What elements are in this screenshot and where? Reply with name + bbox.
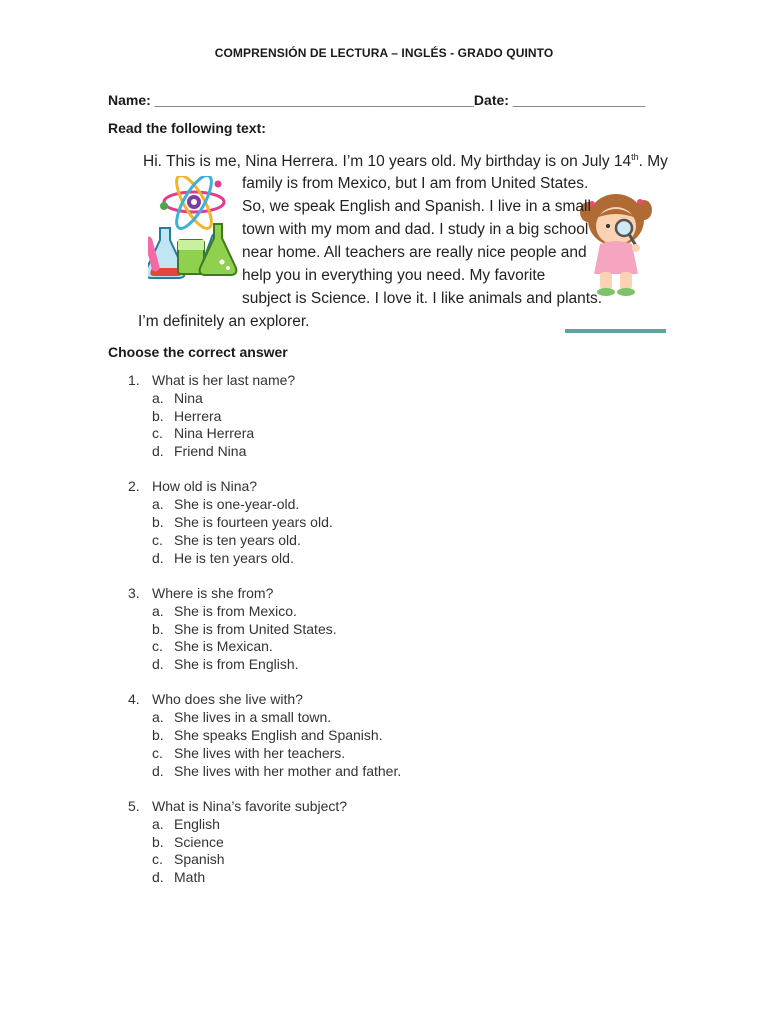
- question-number: 1.: [128, 372, 140, 388]
- reading-heading: Read the following text:: [108, 120, 266, 136]
- answer-option: b. Science: [152, 833, 224, 850]
- worksheet-title: COMPRENSIÓN DE LECTURA – INGLÉS - GRADO QUINTO: [214, 46, 554, 60]
- question-text: How old is Nina?: [152, 478, 258, 495]
- reading-line-1: Hi. This is me, Nina Herrera. I’m 10 years old. My birthday is on July 14th. My: [143, 152, 668, 170]
- question-number: 2.: [128, 478, 140, 495]
- question-2: [128, 478, 688, 567]
- question-number: 4.: [128, 691, 140, 708]
- answer-option: a. She lives in a small town.: [152, 709, 332, 726]
- answer-option: d. Math: [152, 869, 206, 886]
- question-4: [128, 691, 688, 780]
- answer-option: c. She is Mexican.: [152, 638, 273, 655]
- question-5: [128, 798, 688, 887]
- answer-option: d. He is ten years old.: [152, 549, 294, 566]
- answer-option: a. She is one-year-old.: [152, 496, 300, 513]
- reading-line-4: town with my mom and dad. I study in a big school: [242, 221, 589, 238]
- answer-option: b. She is fourteen years old.: [152, 514, 333, 531]
- question-number: 3.: [128, 584, 140, 601]
- questions-heading: Choose the correct answer: [108, 344, 288, 360]
- answer-option: a. She is from Mexico.: [152, 602, 297, 619]
- answer-option: c. Spanish: [152, 851, 225, 868]
- answer-option: c. Nina Herrera: [152, 425, 255, 442]
- reading-line-2: family is from Mexico, but I am from United States.: [242, 175, 589, 192]
- question-text: What is her last name?: [152, 372, 296, 388]
- questions-list: [128, 372, 688, 904]
- question-1: [128, 372, 688, 461]
- answer-option: d. She lives with her mother and father.: [152, 762, 402, 779]
- answer-option: b. She is from United States.: [152, 620, 337, 637]
- question-text: What is Nina’s favorite subject?: [152, 797, 348, 814]
- grass-strip: [565, 329, 666, 333]
- answer-option: a. Nina: [152, 389, 203, 406]
- question-number: 5.: [128, 797, 140, 814]
- date-field-label: Date: _________________: [473, 92, 646, 108]
- reading-passage: [138, 146, 666, 334]
- question-3: [128, 585, 688, 674]
- name-date-line: [108, 92, 668, 108]
- reading-line-3: So, we speak English and Spanish. I live in a small: [242, 198, 591, 215]
- answer-option: d. Friend Nina: [152, 443, 247, 460]
- reading-line-6: help you in everything you need. My favorite: [242, 267, 546, 284]
- answer-option: b. Herrera: [152, 407, 222, 424]
- name-field-label: Name: _________________________________________: [108, 92, 474, 108]
- reading-line-7: subject is Science. I love it. I like animals and plants.: [242, 290, 603, 307]
- reading-line-8: I’m definitely an explorer.: [138, 313, 310, 330]
- question-text: Who does she live with?: [152, 691, 303, 708]
- question-text: Where is she from?: [152, 584, 274, 601]
- science-lab-illustration: [148, 176, 240, 294]
- answer-option: c. She lives with her teachers.: [152, 744, 346, 761]
- answer-option: a. English: [152, 815, 220, 832]
- answer-option: c. She is ten years old.: [152, 531, 301, 548]
- reading-line-5: near home. All teachers are really nice people and: [242, 244, 587, 261]
- answer-option: b. She speaks English and Spanish.: [152, 727, 383, 744]
- answer-option: d. She is from English.: [152, 656, 299, 673]
